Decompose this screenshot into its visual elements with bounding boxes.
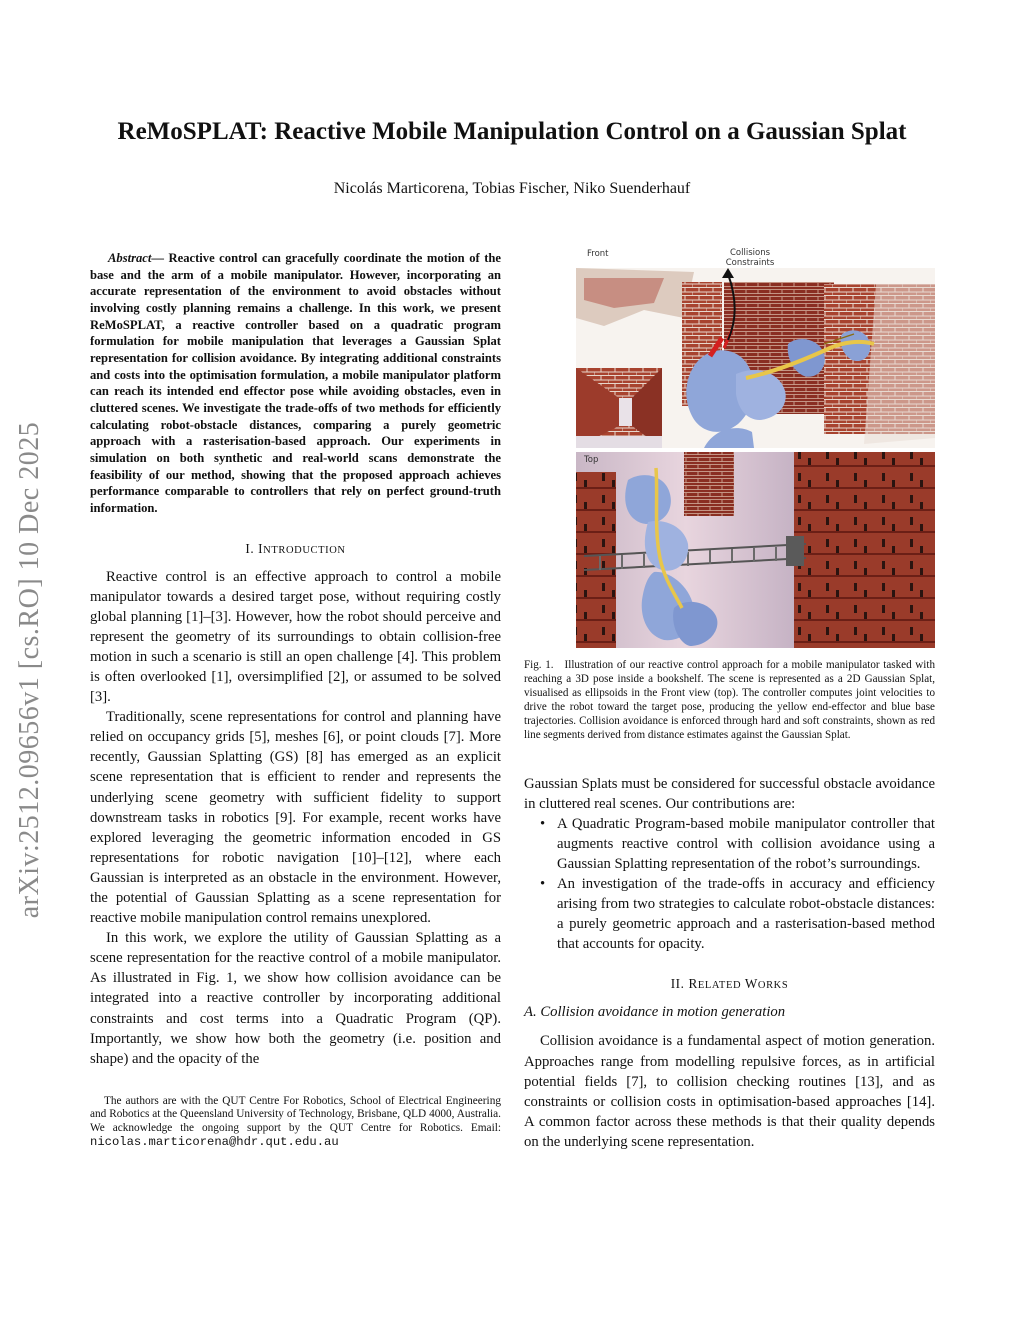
- intro-paragraph: In this work, we explore the utility of Gaussian Splatting as a scene representation for the reactive control of a mobile manipulator. As illustrated in Fig. 1, we show how collision avoidance can be integrated into a reactive controller by incorporating additional constraints and cost terms into a Quadratic Program (QP). Importantly, we show how both the geometry (i.e. position and shape) and the opacity of the: [90, 930, 501, 1067]
- abstract: [90, 250, 501, 517]
- figure-1: [524, 248, 935, 650]
- footnote-text: The authors are with the QUT Centre For Robotics, School of Electrical Engineering and Robotics at the Queensland University of Technology, Brisbane, QLD 4000, Australia. We acknowledge the ongoing support by the QUT Centre for Robotics. Email:: [90, 1094, 501, 1135]
- author-email: nicolas.marticorena@hdr.qut.edu.au: [90, 1134, 339, 1149]
- paper-title: ReMoSPLAT: Reactive Mobile Manipulation Control on a Gaussian Splat: [117, 118, 907, 145]
- figure-label-collisions: Collisions: [729, 248, 771, 258]
- figure-label-constraints: Constraints: [725, 258, 775, 268]
- right-paragraph: Gaussian Splats must be considered for successful obstacle avoidance in cluttered real scenes. Our contributions are:: [524, 775, 935, 812]
- arxiv-stamp: [0, 370, 60, 970]
- abstract-text: Reactive control can gracefully coordinate the motion of the base and the arm of a mobile manipulator. However, incorporating an accurate representation of the environment to avoid obstacles without involving costly planning remains a challenge. In this work, we present ReMoSPLAT, a reactive controller based on a quadratic program formulation for mobile manipulation that leverages a Gaussian Splat representation for collision avoidance. By integrating additional constraints and costs into the optimisation formulation, a mobile manipulator platform can reach its intended end effector pose while avoiding obstacles, even in cluttered scenes. We investigate the trade-offs of two methods for efficiently calculating robot-obstacle distances, comparing a purely geometric approach with a rasterisation-based approach. Our experiments in simulation on both synthetic and real-world scans demonstrate the feasibility of our method, showing that the proposed approach achieves performance comparable to controllers that rely on perfect ground-truth information.: [90, 251, 501, 515]
- related-works-body: [524, 1031, 935, 1152]
- figure-1-illustration: [524, 248, 935, 650]
- right-body: [524, 774, 935, 955]
- paper-authors: Nicolás Marticorena, Tobias Fischer, Niko Suenderhauf: [333, 180, 691, 197]
- arxiv-id-text: arXiv:2512.09656v1 [cs.RO] 10 Dec 2025: [14, 421, 46, 919]
- contribution-list: [524, 814, 935, 955]
- section-heading-introduction: I. INTRODUCTION: [245, 540, 346, 556]
- abstract-label: Abstract: [108, 251, 152, 265]
- top-view-panel: [576, 452, 935, 648]
- figure-1-caption: [524, 658, 935, 743]
- author-footnote: [90, 1095, 501, 1149]
- introduction-body: [90, 567, 501, 1069]
- figure-label-front: Front: [587, 249, 609, 259]
- figure-label-top: Top: [584, 455, 599, 465]
- contribution-item: • An investigation of the trade-offs in accuracy and efficiency arising from two strategies to calculate robot-obstacle distances: a purely geometric approach and a rasterisation-based method that accounts for opacity.: [524, 874, 935, 954]
- right-column: [524, 248, 935, 1152]
- caption-number: Fig. 1.: [524, 659, 554, 671]
- subsection-heading-collision-avoidance: A. Collision avoidance in motion generation: [524, 1004, 786, 1021]
- front-view-panel: [576, 268, 935, 448]
- section-heading-related-works: II. RELATED WORKS: [670, 976, 789, 992]
- intro-paragraph: Reactive control is an effective approach to control a mobile manipulator towards a desired target pose, without requiring costly global planning [1]–[3]. However, how the robot should perceive and represent the geometry of its surroundings to obtain collision-free motion in such a scenario is still an open challenge [4]. This problem is often overlooked [1], oversimplified [2], or assumed to be solved [3].: [90, 568, 501, 706]
- related-paragraph: Collision avoidance is a fundamental aspect of motion generation. Approaches range from modelling repulsive forces, as in artificial potential fields [7], to collision checking routines [13], and as constraints or collision costs in optimisation-based approaches [14]. A common factor across these methods is that their quality depends on the underlying scene representation.: [524, 1033, 935, 1150]
- abstract-dash: —: [151, 251, 164, 265]
- intro-paragraph: Traditionally, scene representations for control and planning have relied on occupancy grids [5], meshes [6], or point clouds [7]. More recently, Gaussian Splatting (GS) [8] has emerged as an explicit scene representation that is efficient to render and represents the underlying scene geometry with sufficient fidelity to support downstream tasks in robotics [9]. For example, recent works have explored leveraging the geometric information encoded in GS representations for robotic navigation [10]–[12], where each Gaussian is interpreted as an obstacle in the environment. However, the potential of Gaussian Splatting as a scene representation for reactive mobile manipulation control remains unexplored.: [90, 709, 501, 927]
- caption-text: Illustration of our reactive control approach for a mobile manipulator tasked with reaching a 3D pose inside a bookshelf. The scene is represented as a 2D Gaussian Splat, visualised as ellipsoids in the Front view (top). The controller computes joint velocities to drive the robot toward the target pose, producing the yellow end-effector and blue base trajectories. Collision avoidance is enforced through hard and soft constraints, shown as red line segments derived from distance estimates against the Gaussian Splat.: [524, 659, 935, 742]
- contribution-item: • A Quadratic Program-based mobile manipulator controller that augments reactive control with collision avoidance using a Gaussian Splatting representation of the robot’s surroundings.: [524, 814, 935, 874]
- left-column: [90, 250, 501, 1149]
